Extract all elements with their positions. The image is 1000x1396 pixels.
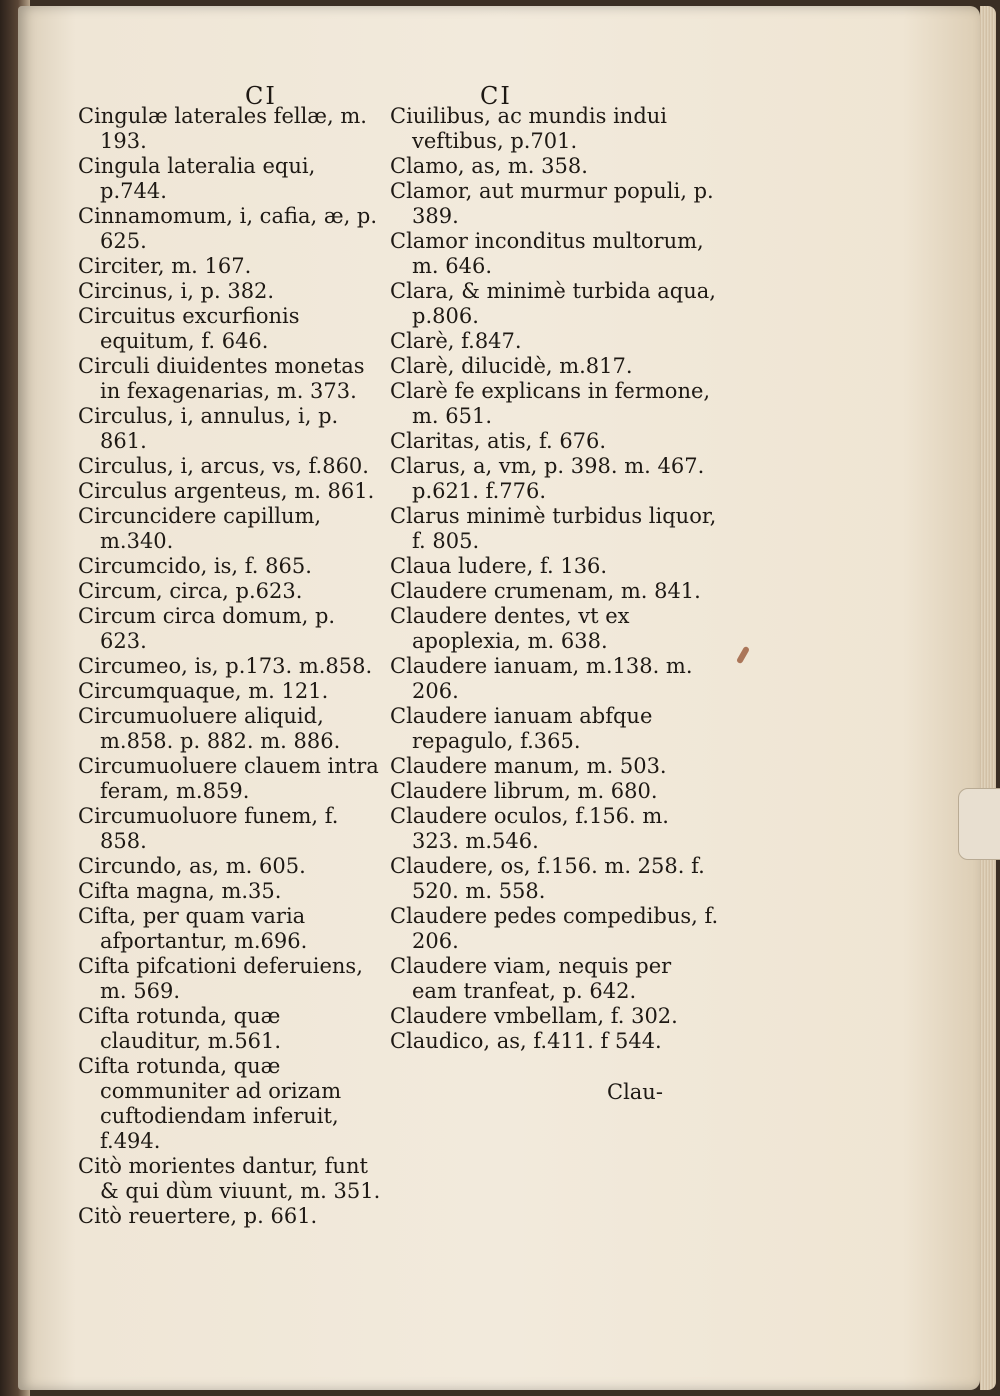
index-entry: Circumcido, is, f. 865. — [78, 554, 312, 578]
index-entry: Clarè, dilucidè, m.817. — [390, 354, 633, 378]
index-entry: Circumquaque, m. 121. — [78, 679, 329, 703]
index-entry: Claudere ianuam, m.138. m. 206. — [390, 654, 693, 703]
index-entry: Ciuilibus, ac mundis indui veftibus, p.701. — [390, 104, 668, 153]
index-entry: Clarè fe explicans in fermone, m. 651. — [390, 379, 711, 428]
index-entry: Clara, & minimè turbida aqua, p.806. — [390, 279, 716, 328]
index-entry: Clamo, as, m. 358. — [390, 154, 588, 178]
index-entry: Cingulæ laterales fellæ, m. 193. — [78, 104, 367, 153]
index-entry: Claudere, os, f.156. m. 258. f. 520. m. 558. — [390, 854, 705, 903]
index-entry: Circulus, i, arcus, vs, f.860. — [78, 454, 369, 478]
index-entry: Cinnamomum, i, cafia, æ, p. 625. — [78, 204, 378, 253]
index-entry: Clamor inconditus multorum, m. 646. — [390, 229, 704, 278]
index-entry: Circum circa domum, p. 623. — [78, 604, 336, 653]
index-entry: Circuli diuidentes monetas in fexagenarias, m. 373. — [78, 354, 365, 403]
index-entry: Cifta rotunda, quæ clauditur, m.561. — [78, 1004, 282, 1053]
index-entry: Claudere librum, m. 680. — [390, 779, 658, 803]
index-entry: Cifta rotunda, quæ communiter ad orizam cuftodiendam inferuit, f.494. — [78, 1054, 342, 1153]
index-entry: Circundo, as, m. 605. — [78, 854, 306, 878]
index-entry: Cingula lateralia equi, p.744. — [78, 154, 316, 203]
index-entry: Circinus, i, p. 382. — [78, 279, 275, 303]
catchword: Clau- — [607, 1080, 663, 1104]
index-entry: Citò reuertere, p. 661. — [78, 1204, 318, 1228]
index-entry: Claua ludere, f. 136. — [390, 554, 608, 578]
index-entry: Circum, circa, p.623. — [78, 579, 303, 603]
index-entry: Cifta pifcationi deferuiens, m. 569. — [78, 954, 363, 1003]
index-entry: Circiter, m. 167. — [78, 254, 252, 278]
index-entry: Circumuoluere clauem intra feram, m.859. — [78, 754, 379, 803]
index-entry: Citò morientes dantur, funt & qui dùm viuunt, m. 351. — [78, 1154, 381, 1203]
index-entry: Clamor, aut murmur populi, p. 389. — [390, 179, 714, 228]
left-column — [78, 104, 388, 1229]
index-entry: Circuitus excurfionis equitum, f. 646. — [78, 304, 300, 353]
index-entry: Circulus argenteus, m. 861. — [78, 479, 375, 503]
left-column-header: CI — [245, 82, 277, 110]
right-column-header: CI — [480, 82, 512, 110]
index-entry: Claudere oculos, f.156. m. 323. m.546. — [390, 804, 669, 853]
index-entry: Circulus, i, annulus, i, p. 861. — [78, 404, 339, 453]
index-entry: Claudere pedes compedibus, f. 206. — [390, 904, 719, 953]
index-entry: Cifta, per quam varia afportantur, m.696. — [78, 904, 308, 953]
index-entry: Claudere manum, m. 503. — [390, 754, 667, 778]
right-column — [390, 104, 720, 1054]
index-entry: Clarus minimè turbidus liquor, f. 805. — [390, 504, 717, 553]
index-entry: Cifta magna, m.35. — [78, 879, 282, 903]
index-entry: Circumuoluere aliquid, m.858. p. 882. m. 886. — [78, 704, 341, 753]
index-entry: Claudere crumenam, m. 841. — [390, 579, 701, 603]
index-entry: Clarus, a, vm, p. 398. m. 467. p.621. f.776. — [390, 454, 705, 503]
index-tab — [958, 788, 1000, 860]
index-entry: Circuncidere capillum, m.340. — [78, 504, 322, 553]
index-entry: Clarè, f.847. — [390, 329, 522, 353]
index-entry: Circumuoluore funem, f. 858. — [78, 804, 339, 853]
index-entry: Claudere viam, nequis per eam tranfeat, p. 642. — [390, 954, 672, 1003]
index-entry: Circumeo, is, p.173. m.858. — [78, 654, 373, 678]
index-entry: Claudere vmbellam, f. 302. — [390, 1004, 678, 1028]
index-entry: Claudere ianuam abfque repagulo, f.365. — [390, 704, 653, 753]
index-entry: Claritas, atis, f. 676. — [390, 429, 607, 453]
index-entry: Claudico, as, f.411. f 544. — [390, 1029, 662, 1053]
page-edges — [980, 6, 996, 1390]
index-entry: Claudere dentes, vt ex apoplexia, m. 638. — [390, 604, 630, 653]
